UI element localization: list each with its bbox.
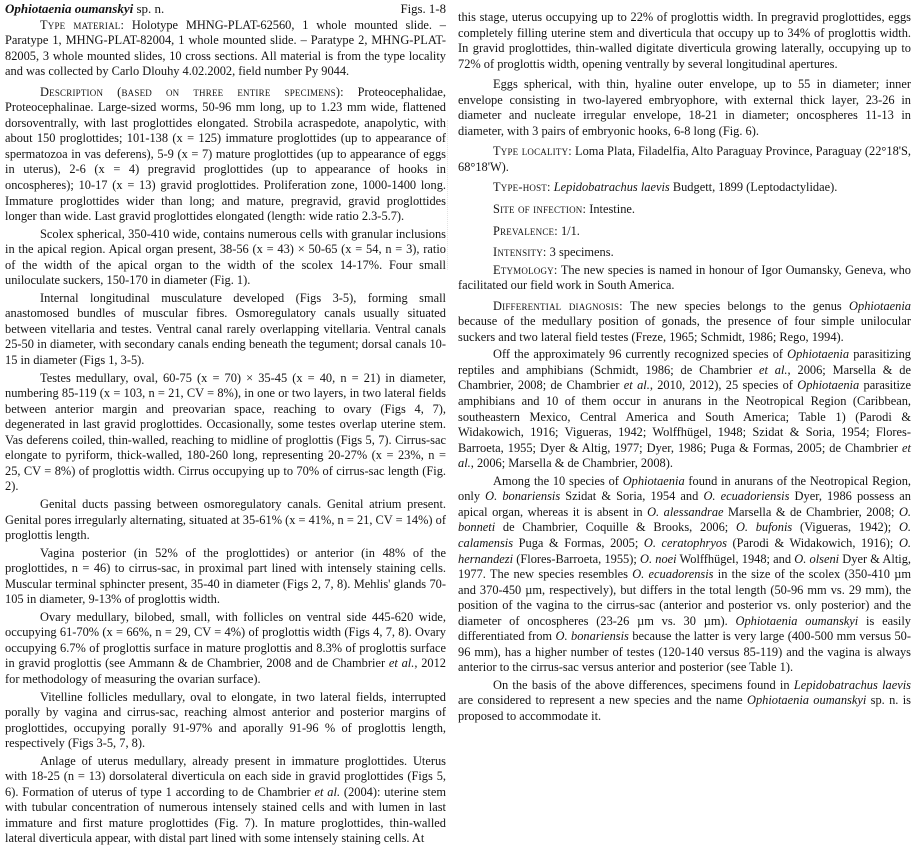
site-of-infection-paragraph (458, 202, 911, 218)
italic-text: et al. (314, 784, 341, 799)
paragraph-text: On the basis of the above differences, specimens found in (493, 677, 794, 692)
description-paragraph (5, 85, 446, 225)
paragraph-text: The new species is named in honour of Igor Oumansky, Geneva, who facilitated our field work in South America. (458, 262, 911, 293)
italic-text: O. bonariensis (485, 489, 561, 504)
paragraph-text: Anlage of uterus medullary, already present in immature proglottides. Uterus with 18-25 (n = 13) dorsolateral diverticula on each side in gravid proglottides (Figs 5, 6). Formation of uterus of type 1 according to de Chambrier (5, 753, 446, 799)
paragraph-text: because the latter is very large (400-500 mm versus 50-96 mm), has a higher number of testes (120-140 versus 85-119) and the vagina is always anterior to the cirrus-sac versus anterior and posterior (see Table 1). (458, 629, 911, 675)
uterus-continued-paragraph: this stage, uterus occupying up to 22% of proglottis width. In pregravid proglottides, eggs completely filling uterine stem and diverticula that occupy up to 34% of proglottis width. In gravid proglottides, thin-walled digitate diverticula growing laterally, occupying up to 72% of proglottis width, opening ventrally by several longitudinal apertures. (458, 10, 911, 71)
section-label: Prevalence: (493, 223, 558, 238)
paragraph-text: (Flores-Barroeta, 1955); (513, 551, 640, 566)
section-label: Intensity: (493, 245, 547, 260)
paragraph-text: Marsella & de Chambrier, 2008; (723, 504, 899, 519)
etymology-paragraph (458, 263, 911, 294)
scan-artifact (447, 120, 456, 270)
paragraph-text: (Vigueras, 1942); (792, 520, 899, 535)
paragraph-text: Holotype MHNG-PLAT-62560, 1 whole mounted slide. – Paratype 1, MHNG-PLAT-82004, 1 whole mounted slide. – Paratype 2, MHNG-PLAT-82005, 3 whole mounted slides, 10 cross sections. All material is from the type locality and was collected by Carlo Dlouhy 4.02.2002, field number Py 9044. (5, 17, 446, 79)
paragraph-text: Budgett, 1899 (Leptodactylidae). (669, 180, 838, 195)
comparison-paragraph (458, 474, 911, 676)
italic-text: Ophiotaenia (849, 298, 911, 313)
species-heading (5, 1, 446, 18)
paragraph-text: are considered to represent a new species and the name (458, 693, 748, 708)
paragraph-text: , 2006; Marsella & de Chambrier, 2008; de Chambrier (458, 362, 911, 393)
italic-text: Lepidobatrachus laevis (793, 677, 911, 692)
figure-reference: Figs. 1-8 (400, 2, 446, 16)
italic-text: Ophiotaenia oumanskyi (747, 693, 867, 708)
paragraph-text: Szidat & Soria, 1954 and (560, 489, 704, 504)
section-label: Type locality: (493, 144, 572, 159)
species-name: Ophiotaenia oumanskyi (5, 1, 134, 16)
type-host-paragraph (458, 180, 911, 196)
italic-text: et al. (388, 656, 415, 671)
ovary-paragraph (5, 610, 446, 688)
section-label: Description (based on three entire specimens): (40, 84, 344, 99)
paragraph-text: Dyer & Altig, 1977. The new species resembles (458, 551, 911, 582)
paragraph-text: The new species belongs to the genus (622, 298, 850, 313)
italic-text: Ophiotaenia oumanskyi (735, 613, 859, 628)
species-count-paragraph (458, 347, 911, 471)
section-label: Etymology: (493, 262, 558, 277)
italic-text: O. olseni (794, 551, 840, 566)
eggs-paragraph: Eggs spherical, with thin, hyaline outer envelope, up to 55 in diameter; inner envelope consisting in two-layered embryophore, with external thick layer, 23-26 in diameter and nucleate irregular envelope, 18-21 in diameter; oncospheres 11-13 in diameter, with 3 pairs of embryonic hooks, 6-8 long (Fig. 6). (458, 77, 911, 138)
paragraph-text: (2004): uterine stem with tubular concentration of numerous intensely stained cells and with lumen in last immature and first mature proglottides (Fig. 7). In mature proglottides, thin-walled lateral diverticula appear, with distal part lined with some intensely staining cells. At (5, 784, 446, 846)
paragraph-text: , 2006; Marsella & de Chambrier, 2008). (470, 456, 673, 471)
italic-text: Ophiotaenia (797, 378, 860, 393)
paragraph-text: because of the medullary position of gonads, the presence of four simple unilocular suckers and two lateral field testes (Freze, 1965; Schmidt, 1986; Rego, 1994). (458, 314, 911, 344)
differential-diagnosis-paragraph (458, 299, 911, 346)
italic-text: O. alessandrae (647, 504, 724, 519)
prevalence-paragraph (458, 224, 911, 240)
paragraph-text: 3 specimens. (546, 245, 614, 260)
genital-paragraph: Genital ducts passing between osmoregulatory canals. Genital atrium present. Genital pores irregularly alternating, situated at 35-61% (x = 41%, n = 21, CV = 14%) of proglottis length. (5, 496, 446, 543)
italic-text: O. noei (640, 551, 677, 566)
type-locality-paragraph (458, 144, 911, 175)
paragraph-text: sp. n. is proposed to accommodate it. (458, 693, 911, 723)
italic-text: O. bufonis (735, 520, 793, 535)
paragraph-text: Intestine. (586, 202, 635, 217)
paragraph-text: parasitize amphibians and 10 of them occur in anurans in the Neotropical Region (Caribbean, southeastern Mexico, Central America and South America; Table 1) (Parodi & Widakowich, 1916; Vigueras, 1942; Wolffhügel, 1948; Szidat & Soria, 1954; Flores-Barroeta, 1955; Dyer & Altig, 1977; Dyer, 1986; Puga & Formas, 2005; de Chambrier (458, 378, 911, 455)
italic-text: et al. (623, 378, 650, 393)
section-label: Differential diagnosis: (493, 298, 623, 313)
musculature-paragraph: Internal longitudinal musculature developed (Figs 3-5), forming small anastomosed bundles of muscular fibres. Osmoregulatory canals usually situated between vitellaria and testes. Ventral canal rarely overlapping vitellaria. Ventral canals 25-50 in diameter, with secondary canals ending beneath the tegument; dorsal canals 10-15 in diameter (Figs 1, 3-5). (5, 290, 446, 368)
type-material-paragraph (5, 18, 446, 80)
host-species: Lepidobatrachus laevis (553, 180, 670, 195)
italic-text: et al. (458, 440, 911, 471)
italic-text: O. ceratophryos (643, 535, 727, 550)
paragraph-text: Ovary medullary, bilobed, small, with follicles on ventral side 445-620 wide, occupying 61-70% (x = 66%, n = 29, CV = 4%) of proglottis width (Figs 4, 7, 8). Ovary occupying 6.7% of proglottis surface in mature proglottis and 8.3% of proglottis surface in gravid proglottis (see Ammann & de Chambrier, 2008 and de Chambrier (5, 609, 446, 671)
italic-text: Ophiotaenia (622, 473, 685, 488)
paragraph-text: parasitizing reptiles and amphibians (Schmidt, 1986; de Chambrier (458, 347, 911, 377)
uterus-paragraph (5, 754, 446, 847)
italic-text: O. hernandezi (458, 535, 912, 566)
italic-text: et al. (758, 362, 788, 377)
paragraph-text: (Parodi & Widakowich, 1916); (726, 535, 899, 550)
left-column (5, 1, 446, 847)
italic-text: O. ecuadorensis (632, 567, 714, 582)
italic-text: Ophiotaenia (787, 347, 850, 362)
vitelline-paragraph: Vitelline follicles medullary, oval to elongate, in two lateral fields, interrupted porally by vagina and cirrus-sac, reaching almost anterior and posterior margins of proglottides, occupying porally 91-97% and aporally 91-96 % of proglottis length, respectively (Figs 3-5, 7, 8). (5, 689, 446, 751)
paragraph-text: in the size of the scolex (350-410 µm and 370-450 µm, respectively), but differs in the total length (50-96 mm vs. 29 mm), the position of the vagina to the cirrus-sac (anterior and posterior vs. only posterior) and the diameter of oncospheres (23-26 µm vs. 30 µm). (458, 567, 911, 628)
paragraph-text: de Chambrier, Coquille & Brooks, 2006; (495, 520, 736, 535)
paragraph-text: Proteocephalidae, Proteocephalinae. Large-sized worms, 50-96 mm long, up to 1.23 mm wide, flattened dorsoventrally, with last proglottides elongated. Strobila acraspedote, anapolytic, with about 150 proglottides; 101-138 (x = 125) immature proglottides (up to appearance of spermatozoa in vas deferens), 5-9 (x = 7) mature proglottides (up to appearance of eggs in uterus), 2-6 (x = 4) pregravid proglottides (up to appearance of hooks in oncospheres); 10-17 (x = 13) gravid proglottides. Proliferation zone, 1000-1400 long. Immature proglottides wider than long; and mature, pregravid, gravid proglottides longer than wide. Last gravid proglottides elongated (length: wide ratio 2.3-5.7). (5, 84, 447, 224)
paragraph-text: Wolffhügel, 1948; and (676, 551, 795, 566)
paragraph-text: , 2010, 2012), 25 species of (649, 378, 798, 393)
vagina-paragraph: Vagina posterior (in 52% of the proglottides) or anterior (in 48% of the proglottides, n = 46) to cirrus-sac, in proximal part lined with intensely staining cells. Muscular terminal sphincter present, 35-40 in diameter (Figs 2, 7, 8). Mehlis' glands 70-105 in diameter, 9-13% of proglottis width. (5, 545, 446, 607)
scolex-paragraph: Scolex spherical, 350-410 wide, contains numerous cells with granular inclusions in the apical region. Apical organ present, 38-56 (x = 43) × 50-65 (x = 54, n = 3), ratio of the width of the apical organ to the width of the scolex 14-17%. Four small uniloculate suckers, 150-170 in diameter (Fig. 1). (5, 226, 446, 288)
paragraph-text: Off the approximately 96 currently recognized species of (493, 347, 788, 362)
paragraph-text: , 2012 for methodology of measuring the ovarian surface). (5, 656, 446, 686)
right-column (458, 10, 911, 725)
section-label: Site of infection: (493, 202, 587, 217)
testes-paragraph: Testes medullary, oval, 60-75 (x = 70) × 35-45 (x = 40, n = 21) in diameter, numbering 85-119 (x = 103, n = 21, CV = 8%), in one or two layers, in two lateral fields between anterior margin and preovarian space, reaching to ovary (Figs 4, 7), degenerated in last gravid proglottides. Occasionally, some testes overlap uterine stem. Vas deferens coiled, thin-walled, reaching to midline of proglottis (Figs 5, 7). Cirrus-sac elongate to pyriform, thick-walled, 180-260 long, representing 20-27% (x = 23%, n = 25, CV = 8%) of proglottis width. Cirrus occupying up to 70% of cirrus-sac length (Fig. 2). (5, 370, 446, 494)
conclusion-paragraph (458, 678, 911, 725)
species-title (5, 1, 164, 17)
paragraph-text: Loma Plata, Filadelfia, Alto Paraguay Province, Paraguay (22°18'S, 68°18'W). (458, 144, 911, 174)
species-suffix: sp. n. (133, 1, 165, 16)
italic-text: O. ecuadoriensis (703, 489, 790, 504)
italic-text: O. bonariensis (555, 629, 629, 644)
paragraph-text: found in anurans of the Neotropical Region, only (458, 473, 911, 504)
paragraph-text: 1/1. (557, 223, 580, 238)
paragraph-text: Dyer, 1986 possess an apical organ, whereas it is absent in (458, 489, 911, 519)
italic-text: O. calamensis (458, 520, 911, 550)
paragraph-text: is easily differentiated from (458, 613, 911, 644)
paragraph-text: Puga & Formas, 2005; (513, 535, 644, 550)
section-label: Type-host: (493, 180, 551, 195)
italic-text: O. bonneti (458, 504, 911, 535)
intensity-paragraph (458, 245, 911, 261)
paragraph-text: Among the 10 species of (493, 473, 623, 488)
section-label: Type material: (40, 17, 125, 32)
